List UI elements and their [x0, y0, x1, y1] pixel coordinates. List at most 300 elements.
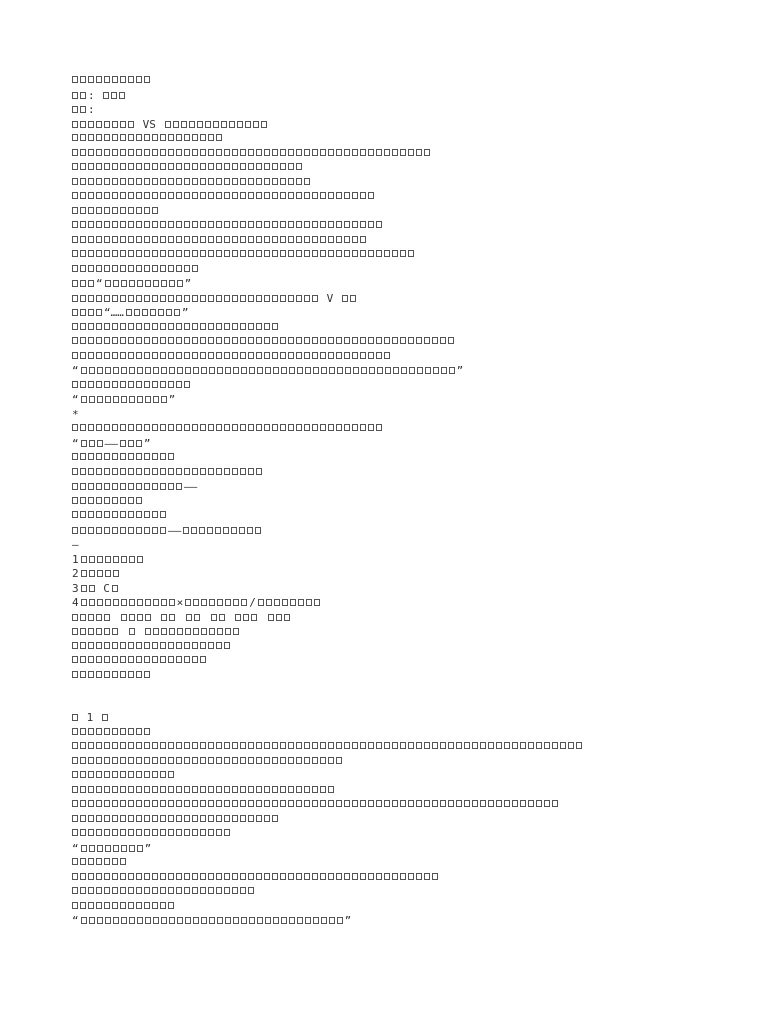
text-fragment: ”	[181, 306, 189, 319]
unreadable-glyph	[408, 742, 414, 749]
unreadable-glyph	[320, 149, 326, 156]
unreadable-glyph	[216, 786, 222, 793]
unreadable-glyph	[144, 742, 150, 749]
unreadable-glyph	[208, 424, 214, 431]
unreadable-glyph	[424, 149, 430, 156]
unreadable-glyph	[264, 786, 270, 793]
unreadable-glyph	[360, 800, 366, 807]
unreadable-glyph	[208, 295, 214, 302]
unreadable-glyph	[192, 468, 198, 475]
text-line	[72, 176, 712, 191]
unreadable-glyph	[144, 337, 150, 344]
unreadable-glyph	[137, 396, 143, 403]
unreadable-glyph	[136, 497, 142, 504]
text-line	[72, 408, 712, 423]
unreadable-glyph	[184, 757, 190, 764]
unreadable-glyph	[112, 671, 118, 678]
unreadable-glyph	[96, 221, 102, 228]
unreadable-glyph	[241, 367, 247, 374]
unreadable-glyph	[144, 829, 150, 836]
unreadable-glyph	[96, 323, 102, 330]
unreadable-glyph	[89, 917, 95, 924]
unreadable-glyph	[168, 468, 174, 475]
unreadable-glyph	[81, 396, 87, 403]
unreadable-glyph	[264, 424, 270, 431]
text-fragment	[120, 625, 127, 638]
unreadable-glyph	[200, 192, 206, 199]
unreadable-glyph	[192, 656, 198, 663]
text-line	[72, 827, 712, 842]
unreadable-glyph	[169, 599, 175, 606]
unreadable-glyph	[176, 468, 182, 475]
unreadable-glyph	[361, 367, 367, 374]
unreadable-glyph	[320, 873, 326, 880]
unreadable-glyph	[128, 381, 134, 388]
unreadable-glyph	[80, 800, 86, 807]
unreadable-glyph	[368, 800, 374, 807]
unreadable-glyph	[273, 367, 279, 374]
unreadable-glyph	[248, 323, 254, 330]
unreadable-glyph	[104, 163, 110, 170]
unreadable-glyph	[88, 149, 94, 156]
unreadable-glyph	[105, 280, 111, 287]
unreadable-glyph	[440, 800, 446, 807]
unreadable-glyph	[400, 250, 406, 257]
unreadable-glyph	[72, 497, 78, 504]
unreadable-glyph	[504, 800, 510, 807]
unreadable-glyph	[120, 527, 126, 534]
unreadable-glyph	[128, 786, 134, 793]
unreadable-glyph	[264, 192, 270, 199]
unreadable-glyph	[136, 873, 142, 880]
unreadable-glyph	[160, 424, 166, 431]
unreadable-glyph	[152, 771, 158, 778]
unreadable-glyph	[144, 873, 150, 880]
unreadable-glyph	[288, 163, 294, 170]
unreadable-glyph	[72, 829, 78, 836]
unreadable-glyph	[248, 800, 254, 807]
unreadable-glyph	[464, 800, 470, 807]
unreadable-glyph	[112, 728, 118, 735]
text-line	[72, 132, 712, 147]
unreadable-glyph	[89, 845, 95, 852]
unreadable-glyph	[112, 192, 118, 199]
unreadable-glyph	[104, 902, 110, 909]
unreadable-glyph	[136, 337, 142, 344]
unreadable-glyph	[104, 614, 110, 621]
unreadable-glyph	[128, 656, 134, 663]
unreadable-glyph	[232, 192, 238, 199]
unreadable-glyph	[216, 815, 222, 822]
text-line	[72, 379, 712, 394]
unreadable-glyph	[97, 367, 103, 374]
unreadable-glyph	[280, 149, 286, 156]
unreadable-glyph	[208, 887, 214, 894]
unreadable-glyph	[496, 800, 502, 807]
unreadable-glyph	[120, 337, 126, 344]
unreadable-glyph	[144, 250, 150, 257]
unreadable-glyph	[120, 873, 126, 880]
unreadable-glyph	[184, 742, 190, 749]
unreadable-glyph	[200, 221, 206, 228]
unreadable-glyph	[145, 367, 151, 374]
text-line	[72, 422, 712, 437]
unreadable-glyph	[152, 295, 158, 302]
unreadable-glyph	[208, 800, 214, 807]
unreadable-glyph	[432, 742, 438, 749]
unreadable-glyph	[88, 121, 94, 128]
unreadable-glyph	[112, 121, 118, 128]
unreadable-glyph	[176, 250, 182, 257]
unreadable-glyph	[89, 585, 95, 592]
unreadable-glyph	[224, 642, 230, 649]
text-fragment: :	[88, 88, 102, 102]
unreadable-glyph	[336, 873, 342, 880]
unreadable-glyph	[168, 815, 174, 822]
unreadable-glyph	[160, 815, 166, 822]
unreadable-glyph	[173, 121, 179, 128]
unreadable-glyph	[96, 149, 102, 156]
unreadable-glyph	[112, 250, 118, 257]
unreadable-glyph	[216, 742, 222, 749]
unreadable-glyph	[145, 614, 151, 621]
unreadable-glyph	[96, 614, 102, 621]
unreadable-glyph	[225, 367, 231, 374]
unreadable-glyph	[104, 250, 110, 257]
unreadable-glyph	[80, 236, 86, 243]
unreadable-glyph	[112, 207, 118, 214]
unreadable-glyph	[240, 757, 246, 764]
unreadable-glyph	[144, 757, 150, 764]
unreadable-glyph	[424, 337, 430, 344]
unreadable-glyph	[150, 309, 156, 316]
unreadable-glyph	[111, 92, 117, 99]
unreadable-glyph	[368, 424, 374, 431]
unreadable-glyph	[200, 815, 206, 822]
unreadable-glyph	[128, 352, 134, 359]
unreadable-glyph	[136, 902, 142, 909]
unreadable-glyph	[184, 295, 190, 302]
unreadable-glyph	[336, 192, 342, 199]
unreadable-glyph	[216, 323, 222, 330]
unreadable-glyph	[216, 468, 222, 475]
unreadable-glyph	[328, 352, 334, 359]
unreadable-glyph	[201, 917, 207, 924]
unreadable-glyph	[177, 917, 183, 924]
unreadable-glyph	[256, 873, 262, 880]
unreadable-glyph	[216, 424, 222, 431]
unreadable-glyph	[433, 367, 439, 374]
text-fragment: ”	[143, 436, 151, 450]
unreadable-glyph	[232, 149, 238, 156]
unreadable-glyph	[96, 757, 102, 764]
unreadable-glyph	[248, 815, 254, 822]
unreadable-glyph	[328, 236, 334, 243]
unreadable-glyph	[120, 381, 126, 388]
unreadable-glyph	[192, 424, 198, 431]
unreadable-glyph	[194, 614, 200, 621]
unreadable-glyph	[296, 295, 302, 302]
text-line	[72, 466, 712, 481]
unreadable-glyph	[200, 873, 206, 880]
unreadable-glyph	[120, 656, 126, 663]
unreadable-glyph	[209, 917, 215, 924]
unreadable-glyph	[368, 149, 374, 156]
unreadable-glyph	[136, 671, 142, 678]
unreadable-glyph	[113, 367, 119, 374]
unreadable-glyph	[240, 468, 246, 475]
paragraph-gap	[72, 683, 712, 711]
unreadable-glyph	[314, 599, 320, 606]
unreadable-glyph	[160, 527, 166, 534]
text-line	[72, 582, 712, 597]
unreadable-glyph	[192, 887, 198, 894]
unreadable-glyph	[144, 656, 150, 663]
unreadable-glyph	[112, 902, 118, 909]
unreadable-glyph	[152, 902, 158, 909]
unreadable-glyph	[80, 221, 86, 228]
unreadable-glyph	[320, 352, 326, 359]
unreadable-glyph	[104, 134, 110, 141]
unreadable-glyph	[121, 367, 127, 374]
unreadable-glyph	[176, 323, 182, 330]
unreadable-glyph	[97, 396, 103, 403]
unreadable-glyph	[384, 250, 390, 257]
unreadable-glyph	[88, 295, 94, 302]
unreadable-glyph	[312, 149, 318, 156]
text-line	[72, 856, 712, 871]
unreadable-glyph	[104, 786, 110, 793]
unreadable-glyph	[152, 236, 158, 243]
unreadable-glyph	[168, 163, 174, 170]
unreadable-glyph	[128, 742, 134, 749]
unreadable-glyph	[336, 800, 342, 807]
unreadable-glyph	[440, 337, 446, 344]
unreadable-glyph	[312, 221, 318, 228]
unreadable-glyph	[240, 786, 246, 793]
unreadable-glyph	[120, 163, 126, 170]
unreadable-glyph	[392, 742, 398, 749]
unreadable-glyph	[181, 121, 187, 128]
unreadable-glyph	[128, 497, 134, 504]
unreadable-glyph	[296, 757, 302, 764]
unreadable-glyph	[328, 250, 334, 257]
document-body	[72, 74, 712, 929]
unreadable-glyph	[248, 192, 254, 199]
unreadable-glyph	[272, 323, 278, 330]
unreadable-glyph	[88, 134, 94, 141]
unreadable-glyph	[312, 757, 318, 764]
unreadable-glyph	[144, 149, 150, 156]
unreadable-glyph	[81, 570, 87, 577]
text-fragment: ”	[344, 914, 352, 927]
unreadable-glyph	[184, 815, 190, 822]
unreadable-glyph	[96, 236, 102, 243]
unreadable-glyph	[224, 468, 230, 475]
unreadable-glyph	[128, 800, 134, 807]
unreadable-glyph	[96, 192, 102, 199]
unreadable-glyph	[96, 742, 102, 749]
unreadable-glyph	[128, 323, 134, 330]
unreadable-glyph	[136, 221, 142, 228]
unreadable-glyph	[240, 323, 246, 330]
unreadable-glyph	[256, 149, 262, 156]
unreadable-glyph	[112, 585, 118, 592]
unreadable-glyph	[241, 917, 247, 924]
unreadable-glyph	[152, 829, 158, 836]
unreadable-glyph	[152, 221, 158, 228]
unreadable-glyph	[384, 742, 390, 749]
unreadable-glyph	[320, 742, 326, 749]
unreadable-glyph	[184, 352, 190, 359]
unreadable-glyph	[215, 527, 221, 534]
unreadable-glyph	[176, 424, 182, 431]
unreadable-glyph	[152, 656, 158, 663]
text-line	[72, 755, 712, 770]
unreadable-glyph	[128, 192, 134, 199]
unreadable-glyph	[320, 250, 326, 257]
unreadable-glyph	[225, 599, 231, 606]
text-line	[72, 263, 712, 278]
unreadable-glyph	[456, 742, 462, 749]
unreadable-glyph	[80, 815, 86, 822]
unreadable-glyph	[240, 295, 246, 302]
unreadable-glyph	[290, 599, 296, 606]
unreadable-glyph	[256, 815, 262, 822]
unreadable-glyph	[280, 163, 286, 170]
unreadable-glyph	[112, 236, 118, 243]
unreadable-glyph	[104, 424, 110, 431]
unreadable-glyph	[120, 757, 126, 764]
unreadable-glyph	[208, 815, 214, 822]
unreadable-glyph	[168, 742, 174, 749]
unreadable-glyph	[576, 742, 582, 749]
unreadable-glyph	[80, 742, 86, 749]
unreadable-glyph	[512, 742, 518, 749]
unreadable-glyph	[288, 352, 294, 359]
unreadable-glyph	[265, 367, 271, 374]
unreadable-glyph	[352, 337, 358, 344]
text-line	[72, 625, 712, 640]
unreadable-glyph	[176, 265, 182, 272]
unreadable-glyph	[80, 771, 86, 778]
unreadable-glyph	[104, 76, 110, 83]
unreadable-glyph	[344, 873, 350, 880]
unreadable-glyph	[344, 221, 350, 228]
unreadable-glyph	[169, 917, 175, 924]
unreadable-glyph	[129, 396, 135, 403]
unreadable-glyph	[72, 671, 78, 678]
unreadable-glyph	[136, 295, 142, 302]
unreadable-glyph	[344, 192, 350, 199]
text-fragment: “	[72, 393, 79, 406]
unreadable-glyph	[142, 309, 148, 316]
unreadable-glyph	[144, 178, 150, 185]
unreadable-glyph	[200, 642, 206, 649]
text-fragment: V	[320, 291, 340, 305]
unreadable-glyph	[193, 628, 199, 635]
unreadable-glyph	[128, 236, 134, 243]
unreadable-glyph	[297, 917, 303, 924]
unreadable-glyph	[152, 786, 158, 793]
unreadable-glyph	[112, 453, 118, 460]
unreadable-glyph	[81, 845, 87, 852]
unreadable-glyph	[328, 786, 334, 793]
text-fragment: VS	[136, 117, 163, 131]
unreadable-glyph	[88, 453, 94, 460]
unreadable-glyph	[104, 757, 110, 764]
unreadable-glyph	[144, 468, 150, 475]
unreadable-glyph	[128, 815, 134, 822]
unreadable-glyph	[120, 887, 126, 894]
unreadable-glyph	[168, 829, 174, 836]
unreadable-glyph	[88, 815, 94, 822]
unreadable-glyph	[96, 671, 102, 678]
unreadable-glyph	[136, 742, 142, 749]
unreadable-glyph	[80, 497, 86, 504]
unreadable-glyph	[219, 614, 225, 621]
text-fragment: ”	[168, 393, 176, 406]
unreadable-glyph	[298, 599, 304, 606]
unreadable-glyph	[104, 192, 110, 199]
unreadable-glyph	[160, 236, 166, 243]
unreadable-glyph	[208, 742, 214, 749]
unreadable-glyph	[128, 453, 134, 460]
unreadable-glyph	[152, 265, 158, 272]
unreadable-glyph	[97, 599, 103, 606]
unreadable-glyph	[193, 367, 199, 374]
unreadable-glyph	[96, 902, 102, 909]
text-fragment: “	[72, 364, 79, 377]
unreadable-glyph	[216, 337, 222, 344]
unreadable-glyph	[265, 917, 271, 924]
unreadable-glyph	[104, 800, 110, 807]
text-line	[72, 103, 712, 118]
unreadable-glyph	[96, 178, 102, 185]
unreadable-glyph	[336, 424, 342, 431]
unreadable-glyph	[104, 656, 110, 663]
unreadable-glyph	[160, 163, 166, 170]
unreadable-glyph	[258, 599, 264, 606]
unreadable-glyph	[128, 757, 134, 764]
unreadable-glyph	[97, 556, 103, 563]
unreadable-glyph	[152, 873, 158, 880]
unreadable-glyph	[104, 236, 110, 243]
unreadable-glyph	[120, 250, 126, 257]
unreadable-glyph	[183, 527, 189, 534]
unreadable-glyph	[288, 424, 294, 431]
unreadable-glyph	[72, 207, 78, 214]
unreadable-glyph	[97, 570, 103, 577]
unreadable-glyph	[168, 352, 174, 359]
unreadable-glyph	[161, 396, 167, 403]
unreadable-glyph	[376, 352, 382, 359]
unreadable-glyph	[328, 192, 334, 199]
unreadable-glyph	[184, 250, 190, 257]
unreadable-glyph	[256, 337, 262, 344]
unreadable-glyph	[144, 323, 150, 330]
unreadable-glyph	[200, 786, 206, 793]
unreadable-glyph	[104, 628, 110, 635]
unreadable-glyph	[472, 800, 478, 807]
unreadable-glyph	[80, 92, 86, 99]
unreadable-glyph	[120, 134, 126, 141]
unreadable-glyph	[88, 280, 94, 287]
unreadable-glyph	[72, 424, 78, 431]
unreadable-glyph	[113, 917, 119, 924]
unreadable-glyph	[256, 178, 262, 185]
unreadable-glyph	[136, 134, 142, 141]
